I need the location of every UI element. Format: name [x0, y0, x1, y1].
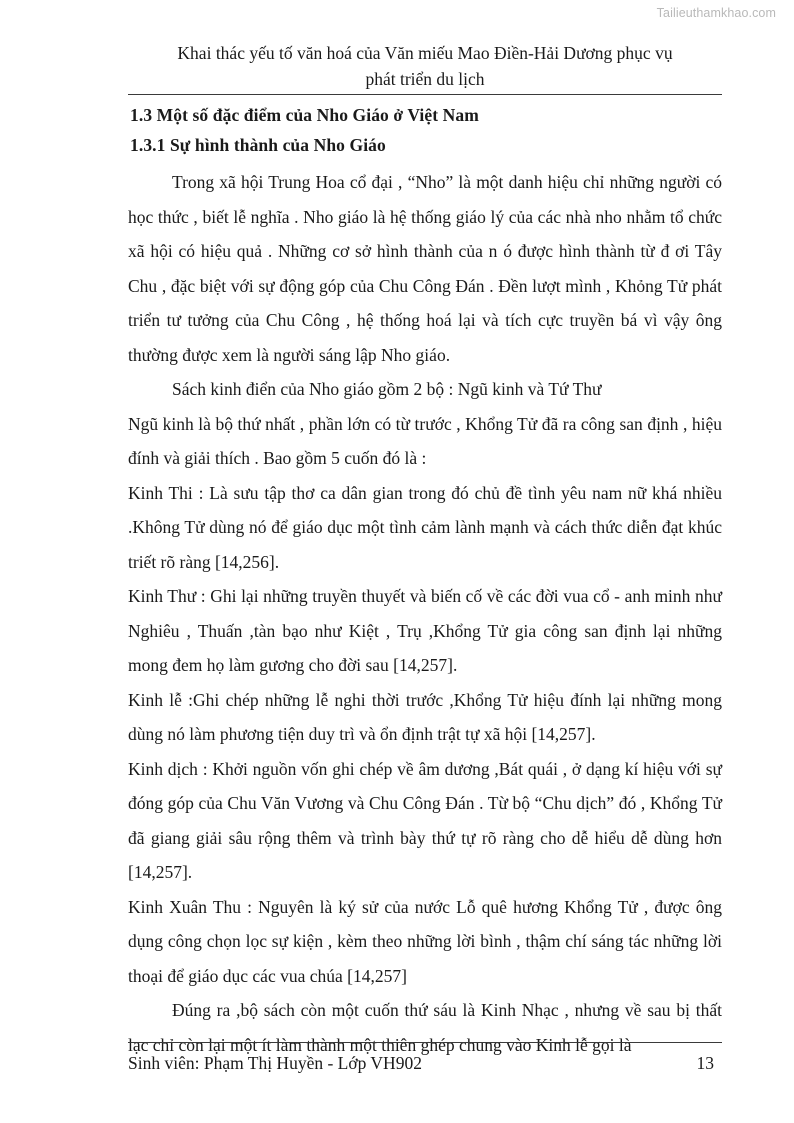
footer-student-line: Sinh viên: Phạm Thị Huyền - Lớp VH902	[128, 1053, 422, 1073]
document-body	[128, 100, 722, 1062]
subsection-heading: 1.3.1 Sự hình thành của Nho Giáo	[130, 135, 386, 155]
page-number: 13	[696, 1053, 714, 1073]
paragraph-kinh-nhac: Đúng ra ,bộ sách còn một cuốn thứ sáu là Kinh Nhạc , nhưng về sau bị thất lạc chỉ còn lại một ít làm thành một thiên ghép chung vào Kinh lễ gọi là	[128, 1000, 722, 1055]
paragraph-kinh-thi: Kinh Thi : Là sưu tập thơ ca dân gian trong đó chủ đề tình yêu nam nữ khá nhiều .Không Tử dùng nó để giáo dục một tình cảm lành mạnh và cách thức diễn đạt khúc triết rõ ràng [14,256].	[128, 482, 722, 572]
header-divider	[128, 94, 722, 95]
paragraph-kinh-thu: Kinh Thư : Ghi lại những truyền thuyết và biến cố về các đời vua cổ - anh minh như Nghiêu , Thuấn ,tàn bạo như Kiệt , Trụ ,Khổng Tử gia công san định lại những mong đem họ làm gương cho đời sau [14,257].	[128, 586, 722, 675]
site-watermark: Tailieuthamkhao.com	[656, 6, 776, 20]
paragraph-ngu-kinh: Ngũ kinh là bộ thứ nhất , phần lớn có từ trước , Khổng Tử đã ra công san định , hiệu đính và giải thích . Bao gồm 5 cuốn đó là :	[128, 413, 722, 468]
section-heading: 1.3 Một số đặc điểm của Nho Giáo ở Việt Nam	[130, 105, 479, 125]
paragraph-kinh-dich: Kinh dịch : Khởi nguồn vốn ghi chép về âm dương ,Bát quái , ở dạng kí hiệu với sự đóng góp của Chu Văn Vương và Chu Công Đán . Từ bộ “Chu dịch” đó , Khổng Tử đã giang giải sâu rộng thêm và trình bày thứ tự rõ ràng cho dễ hiểu dễ dùng hơn [14,257].	[128, 758, 722, 882]
footer-divider	[128, 1042, 722, 1043]
paragraph-kinh-xuan-thu: Kinh Xuân Thu : Nguyên là ký sử của nước Lỗ quê hương Khổng Tử , được ông dụng công chọn lọc sự kiện , kèm theo những lời bình , thậm chí sáng tác những lời thoại để giáo dục các vua chúa [14,257]	[128, 896, 722, 986]
running-header	[128, 40, 722, 92]
page-footer	[128, 1050, 722, 1076]
paragraph-kinh-le: Kinh lễ :Ghi chép những lễ nghi thời trước ,Khổng Tử hiệu đính lại những mong dùng nó làm phương tiện duy trì và ổn định trật tự xã hội [14,257].	[128, 689, 722, 744]
header-title-line-1: Khai thác yếu tố văn hoá của Văn miếu Mao Điền-Hải Dương phục vụ	[177, 43, 673, 63]
paragraph-intro-nho: Trong xã hội Trung Hoa cổ đại , “Nho” là một danh hiệu chỉ những người có học thức , biết lễ nghĩa . Nho giáo là hệ thống giáo lý của các nhà nho nhằm tổ chức xã hội có hiệu quả . Những cơ sở hình thành của n ó được hình thành từ đ ơi Tây Chu , đặc biệt với sự động góp của Chu Công Đán . Đền lượt mình , Khỏng Tử phát triển tư tưởng của Chu Công , hệ thống hoá lại và tích cực truyền bá vì vậy ông thường được xem là người sáng lập Nho giáo.	[128, 172, 722, 365]
header-title-line-2: phát triển du lịch	[365, 69, 485, 89]
paragraph-sach-kinh-dien: Sách kinh điển của Nho giáo gồm 2 bộ : Ngũ kinh và Tứ Thư	[172, 379, 602, 399]
